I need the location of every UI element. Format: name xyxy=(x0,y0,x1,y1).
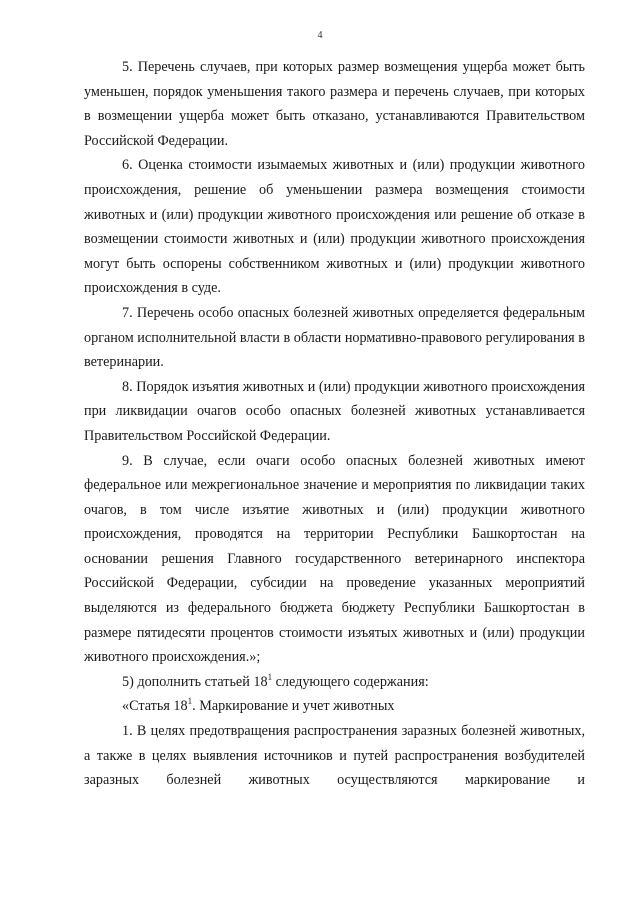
document-body xyxy=(84,55,585,793)
page-number: 4 xyxy=(317,30,323,41)
amendment-superscript: 1 xyxy=(267,671,273,682)
amendment-text: 5) дополнить статьей 18 xyxy=(122,673,268,690)
paragraph-6: 6. Оценка стоимости изымаемых животных и (или) продукции животного происхождения, решение об уменьшении размера возмещения стоимости животных и (или) продукции животного происхождения или решение об отказе в возмещении стоимости животных и (или) продукции животного происхождения могут быть оспорены собственником животных и (или) продукции животного происхождения в суде. xyxy=(84,157,585,297)
paragraph-1: 1. В целях предотвращения распространения заразных болезней животных, а также в целях выявления источников и путей распространения возбудителей заразных болезней животных осуществляются маркирование и xyxy=(84,723,585,789)
article-heading xyxy=(84,694,585,719)
article-heading-text: «Статья 18 xyxy=(122,698,188,715)
article-superscript: 1 xyxy=(187,696,193,707)
amendment-text-end: следующего содержания: xyxy=(272,673,429,690)
amendment-paragraph xyxy=(84,670,585,695)
paragraph-7: 7. Перечень особо опасных болезней животных определяется федеральным органом исполнительной власти в области нормативно-правового регулирования в ветеринарии. xyxy=(84,304,585,371)
paragraph-5: 5. Перечень случаев, при которых размер возмещения ущерба может быть уменьшен, порядок уменьшения такого размера и перечень случаев, при которых в возмещении ущерба может быть отказано, устанавливаются Правительством Российской Федерации. xyxy=(84,59,585,149)
paragraph-8: 8. Порядок изъятия животных и (или) продукции животного происхождения при ликвидации очагов особо опасных болезней животных устанавливается Правительством Российской Федерации. xyxy=(84,378,585,444)
article-heading-title: . Маркирование и учет животных xyxy=(192,698,395,715)
paragraph-9: 9. В случае, если очаги особо опасных болезней животных имеют федеральное или межрегиональное значение и мероприятия по ликвидации таких очагов, в том числе изъятие животных и (или) продукции животного происхождения, проводятся на территории Республики Башкортостан на основании решения Главного государственного ветеринарного инспектора Российской Федерации, субсидии на проведение указанных мероприятий выделяются из федерального бюджета бюджету Республики Башкортостан в размере пятидесяти процентов стоимости изъятых животных и (или) продукции животного происхождения.»; xyxy=(84,452,585,666)
